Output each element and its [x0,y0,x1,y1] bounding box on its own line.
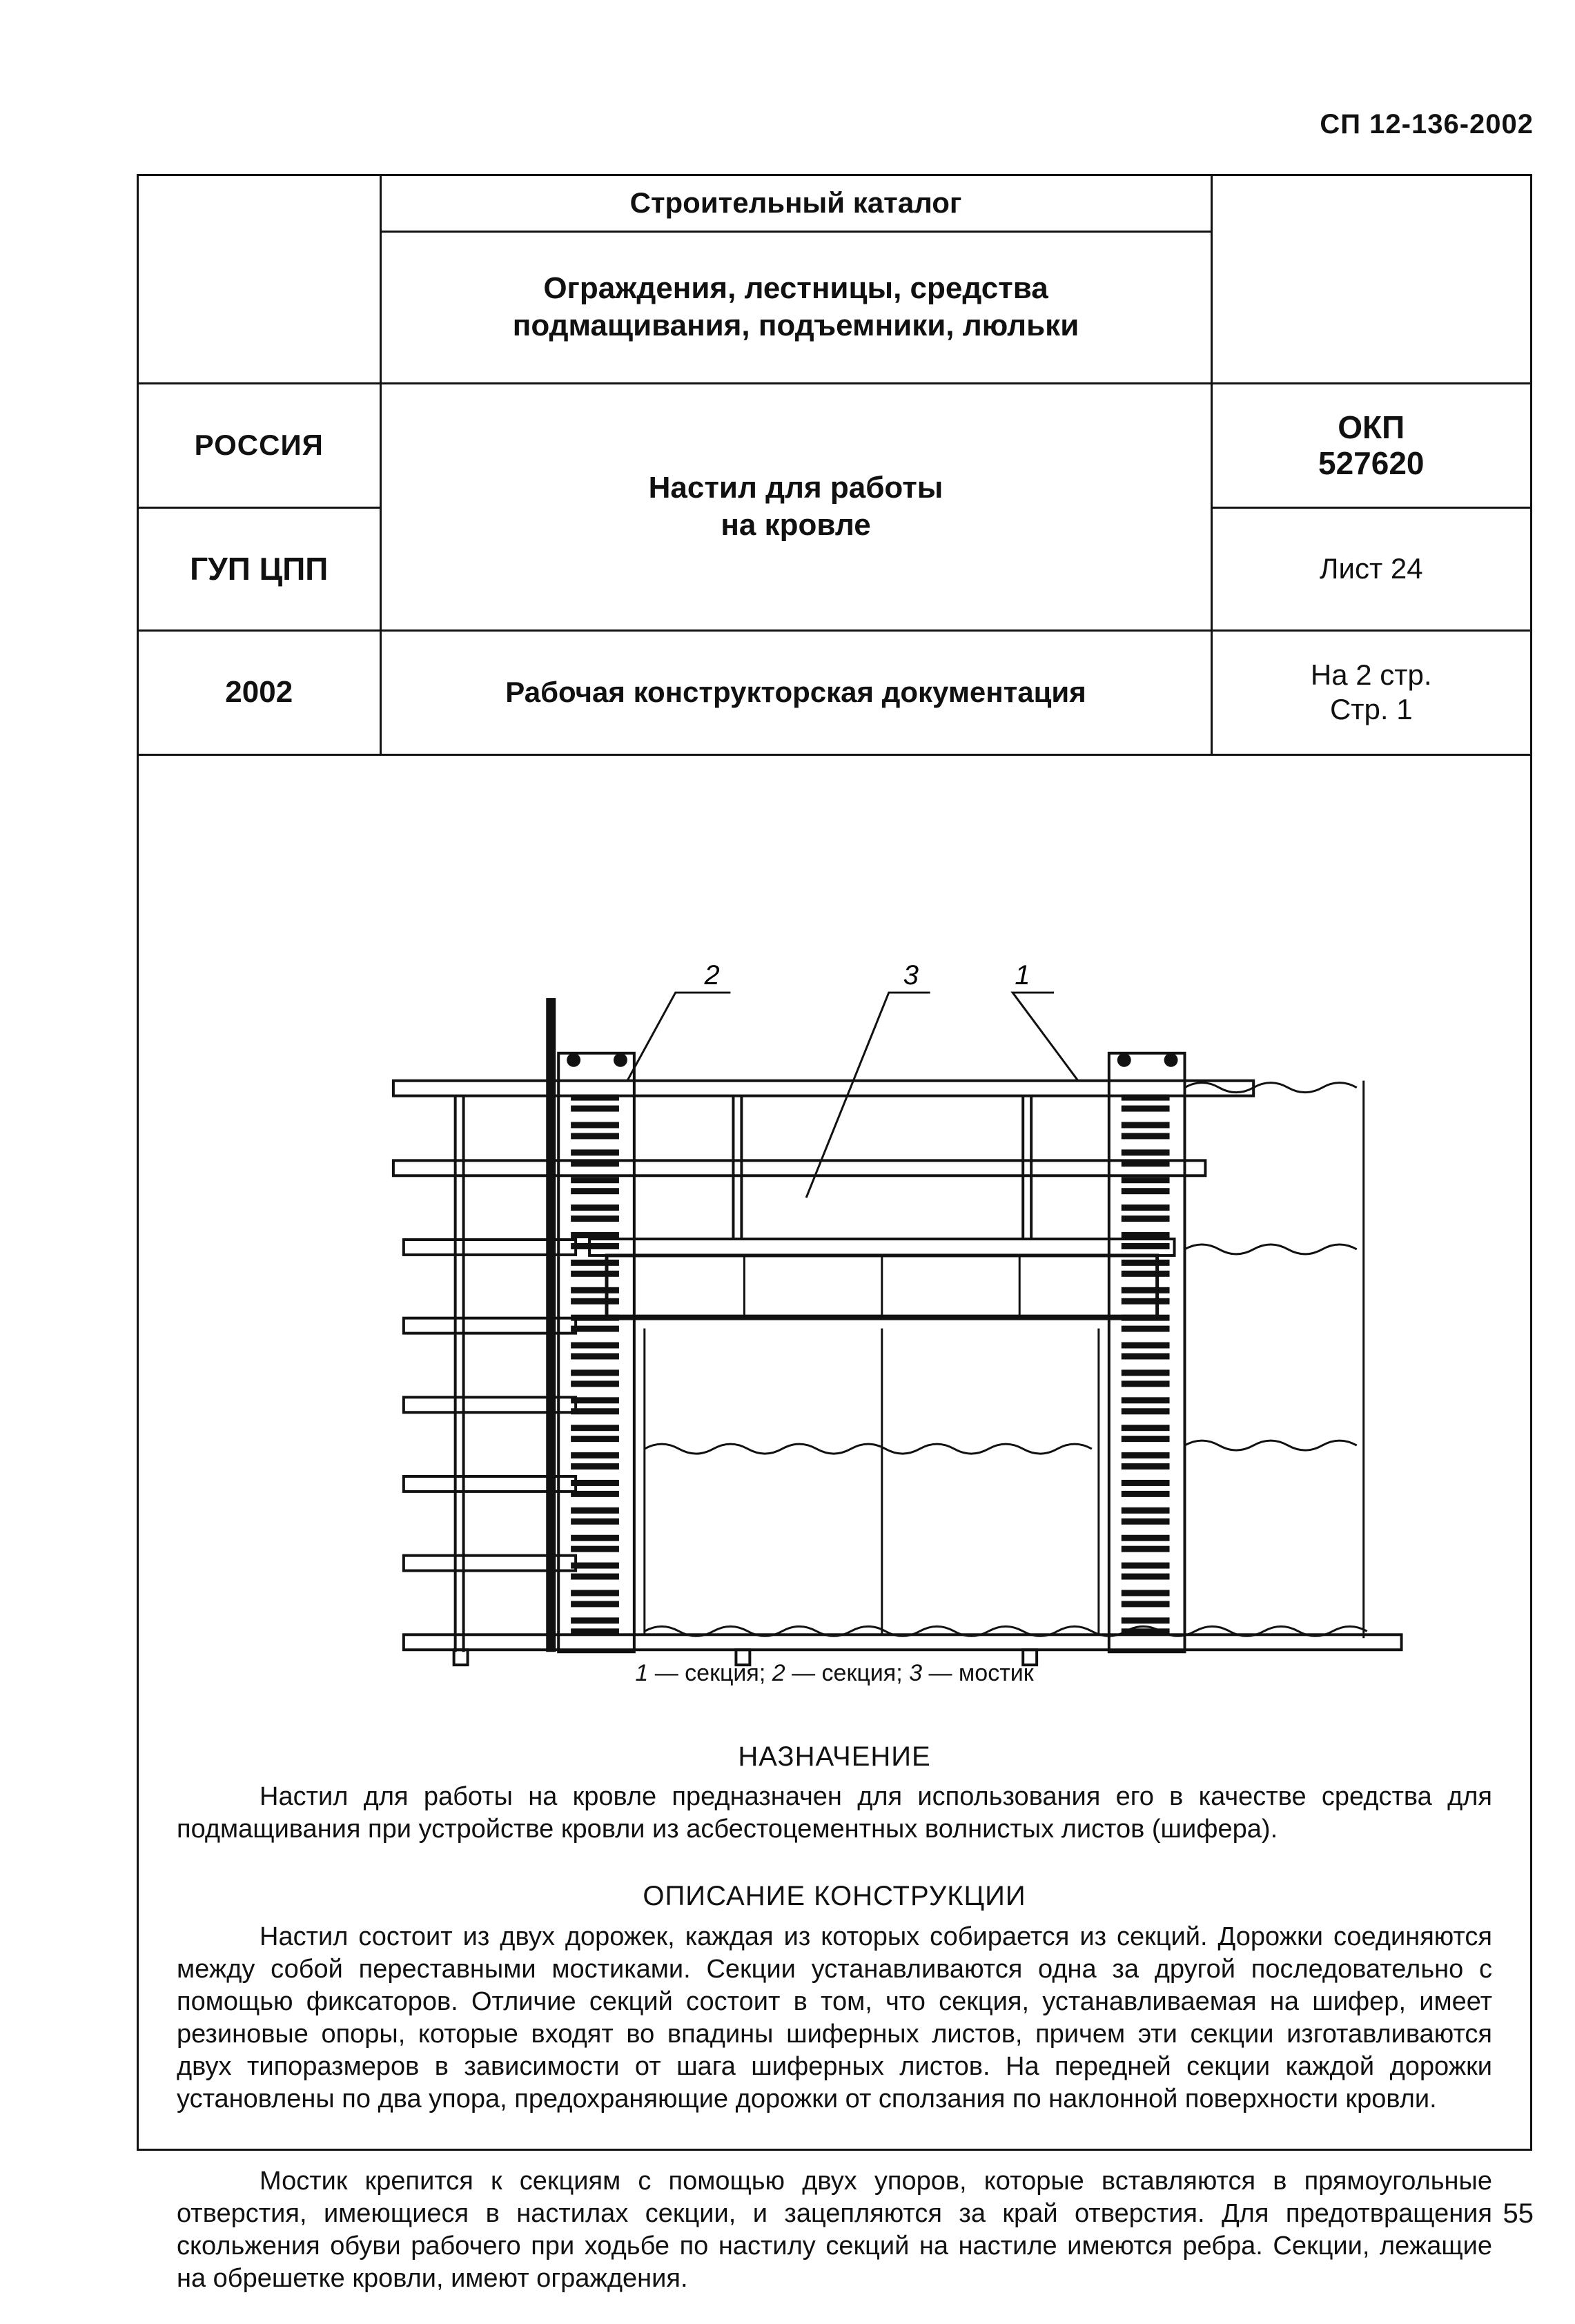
legend-text-2: — секция; [785,1660,910,1686]
legend-text-3: — мостик [922,1660,1034,1686]
callout-3: 3 [903,960,919,991]
guard-rails [393,1081,1402,1665]
header-empty-right [1211,176,1530,383]
callout-1: 1 [1015,960,1030,991]
slate-roof [645,1081,1367,1639]
organization-label: ГУП ЦПП [139,507,380,630]
catalog-title: Строительный каталог [380,176,1211,231]
pages-total: На 2 стр. [1310,658,1432,691]
pages-cell [1211,630,1530,754]
legend-num-1: 1 [635,1660,649,1686]
year-label: 2002 [139,630,380,754]
header-empty-left [139,176,380,383]
purpose-title: НАЗНАЧЕНИЕ [738,1741,931,1772]
documentation-type: Рабочая конструкторская документация [380,630,1211,754]
page-number: 55 [1503,2198,1534,2229]
document-code: СП 12-136-2002 [1320,109,1534,139]
legend-num-3: 3 [909,1660,923,1686]
okp-cell [1211,383,1530,507]
roof-walkway-drawing [139,756,1530,1722]
purpose-text: Настил для работы на кровле предназначен для использования его в качестве средства для подмащивания при устройстве кровли из асбестоцементных волнистых листов (шифера). [177,1782,1492,1844]
bridge-3 [589,1239,1174,1318]
description-paragraph-1: Настил состоит из двух дорожек, каждая из которых собирается из секций. Дорожки соединяются между собой переставными мостиками. Секции устанавливаются одна за другой последовательно с помощью фиксаторов. Отличие секций состоит в том, что секция, устанавливаемая на шифер, имеет резиновые опоры, которые входят во впадины шиферных листов, причем эти секции изготавливаются двух типоразмеров в зависимости от шага шиферных листов. На передней секции каждой дорожки установлены по два упора, предохраняющие дорожки от сползания по наклонной поверхности кровли. [177,1922,1492,2113]
sheet-label: Лист 24 [1211,507,1530,630]
country-label: РОССИЯ [139,383,380,507]
category-title: Ограждения, лестницы, средства подмащивания, подъемники, люльки [380,231,1211,383]
description-paragraph-2: Мостик крепится к секциям с помощью двух упоров, которые вставляются в прямоугольные отверстия, имеющиеся в настилах секции, и зацепляются за край отверстия. Для предотвращения скольжения обуви рабочего при ходьбе по настилу секций на настиле имеются ребра. Секции, лежащие на обрешетке кровли, имеют ограждения. [177,2167,1492,2293]
legend-num-2: 2 [772,1660,785,1686]
callout-2: 2 [704,960,720,991]
legend-text-1: — секция; [648,1660,772,1686]
figure-legend [139,1660,1530,1687]
section-1 [1109,1053,1185,1652]
product-name: Настил для работы на кровле [380,383,1211,630]
page-current: Стр. 1 [1329,693,1413,725]
header-table [139,176,1530,756]
okp-code: 527620 [1318,445,1425,481]
description-title: ОПИСАНИЕ КОНСТРУКЦИИ [643,1881,1026,1911]
okp-label: ОКП [1338,409,1405,445]
